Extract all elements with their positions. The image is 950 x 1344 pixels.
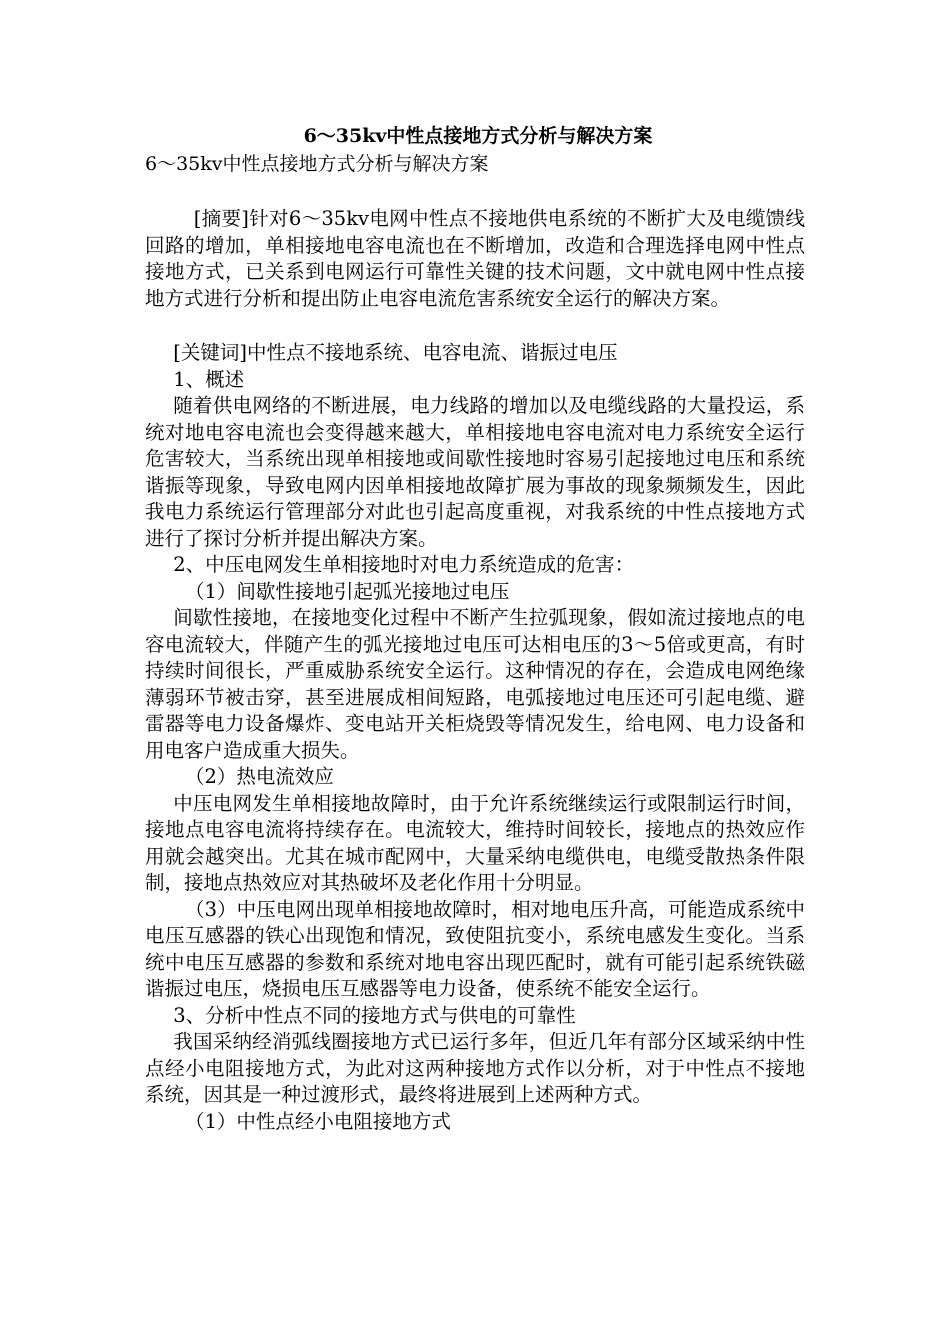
section-3-body: 我国采纳经消弧线圈接地方式已运行多年，但近几年有部分区域采纳中性点经小电阻接地方式，为此对这两种接地方式作以分析，对于中性点不接地系统，因其是一种过渡形式，最终将进展到上述两种方式。 (145, 1030, 805, 1106)
abstract-paragraph: [摘要]针对6～35kv电网中性点不接地供电系统的不断扩大及电缆馈线回路的增加，单相接地电容电流也在不断增加，改造和合理选择电网中性点接地方式，已关系到电网运行可靠性关键的技术问题，文中就电网中性点接地方式进行分析和提出防止电容电流危害系统安全运行的解决方案。 (145, 207, 805, 310)
section-2-heading: 2、中压电网发生单相接地时对电力系统造成的危害： (173, 553, 635, 576)
document-page (145, 122, 805, 1135)
document-title: 6～35kv中性点接地方式分析与解决方案 (303, 125, 653, 147)
document-subtitle: 6～35kv中性点接地方式分析与解决方案 (145, 153, 489, 175)
section-2-2-body: 中压电网发生单相接地故障时，由于允许系统继续运行或限制运行时间，接地点电容电流将持续存在。电流较大，维持时间较长，接地点的热效应作用就会越突出。尤其在城市配网中，大量采纳电缆供电，电缆受散热条件限制，接地点热效应对其热破坏及老化作用十分明显。 (145, 791, 805, 894)
section-2-3-body: （3）中压电网出现单相接地故障时，相对地电压升高，可能造成系统中电压互感器的铁心出现饱和情况，致使阻抗变小，系统电感发生变化。当系统中电压互感器的参数和系统对地电容出现匹配时，就有可能引起系统铁磁谐振过电压，烧损电压互感器等电力设备，使系统不能安全运行。 (145, 897, 805, 1000)
section-2-2-heading: （2）热电流效应 (184, 765, 334, 788)
section-1-heading: 1、概述 (173, 367, 245, 391)
keywords-line: [关键词]中性点不接地系统、电容电流、谐振过电压 (173, 341, 618, 364)
blank-line (145, 178, 805, 206)
blank-line (145, 312, 805, 340)
section-2-1-heading: （1）间歇性接地引起弧光接地过电压 (184, 579, 510, 603)
section-3-heading: 3、分析中性点不同的接地方式与供电的可靠性 (173, 1003, 576, 1027)
section-3-1-heading: （1）中性点经小电阻接地方式 (184, 1109, 451, 1133)
section-1-body: 随着供电网络的不断进展，电力线路的增加以及电缆线路的大量投运，系统对地电容电流也会变得越来越大，单相接地电容电流对电力系统安全运行危害较大，当系统出现单相接地或间歇性接地时容易引起接地过电压和系统谐振等现象，导致电网内因单相接地故障扩展为事故的现象频频发生，因此我电力系统运行管理部分对此也引起高度重视，对我系统的中性点接地方式进行了探讨分析并提出解决方案。 (145, 394, 805, 550)
section-2-1-body: 间歇性接地，在接地变化过程中不断产生拉弧现象，假如流过接地点的电容电流较大，伴随产生的弧光接地过电压可达相电压的3～5倍或更高，有时持续时间很长，严重威胁系统安全运行。这种情况的存在，会造成电网绝缘薄弱环节被击穿，甚至进展成相间短路，电弧接地过电压还可引起电缆、避雷器等电力设备爆炸、变电站开关柜烧毁等情况发生，给电网、电力设备和用电客户造成重大损失。 (145, 606, 805, 762)
